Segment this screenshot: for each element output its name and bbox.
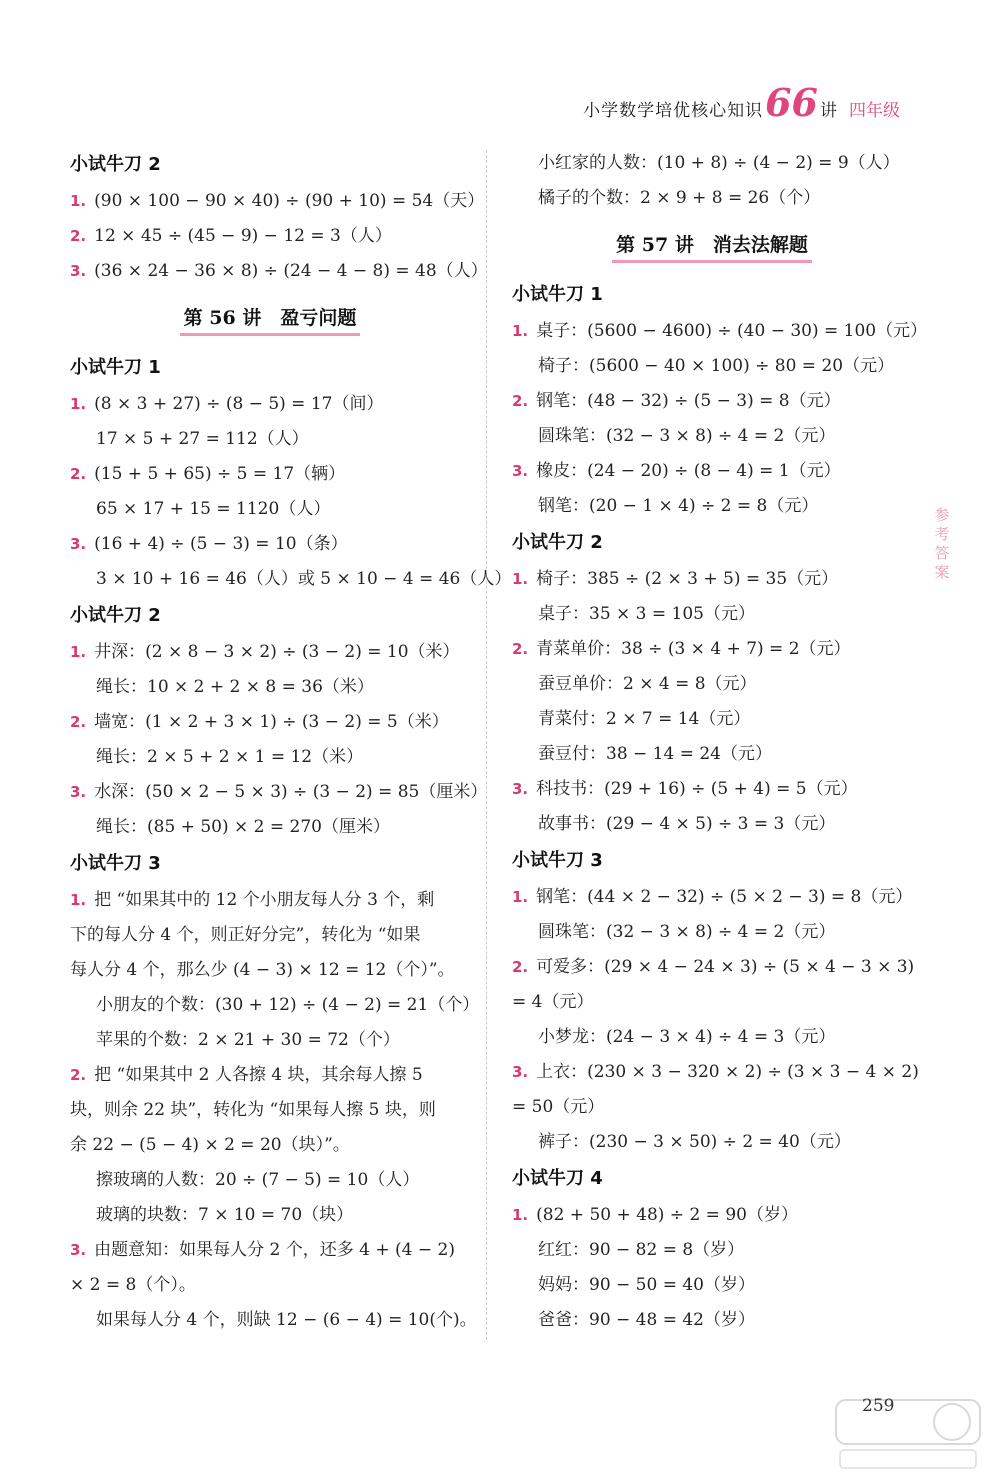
answer-line-continued: 每人分 4 个，那么少 (4 − 3) × 12 = 12（个）”。 (70, 960, 455, 980)
answer-line-continued: × 2 = 8（个）。 (70, 1275, 196, 1295)
answer-line: 蚕豆单价：2 × 4 = 8（元） (538, 674, 757, 694)
answer-text: 可爱多：(29 × 4 − 24 × 3) ÷ (5 × 4 − 3 × 3) (536, 957, 915, 977)
answer-line (70, 527, 470, 562)
answer-line: 橘子的个数：2 × 9 + 8 = 26（个） (538, 188, 821, 208)
answer-text: (82 + 50 + 48) ÷ 2 = 90（岁） (536, 1205, 798, 1225)
item-number: 2. (70, 1066, 87, 1084)
answer-line (512, 454, 912, 489)
answer-line: 绳长：10 × 2 + 2 × 8 = 36（米） (96, 677, 374, 697)
item-number: 1. (512, 888, 529, 906)
answer-line: 擦玻璃的人数：20 ÷ (7 − 5) = 10（人） (96, 1170, 420, 1190)
item-number: 3. (70, 262, 87, 280)
answer-line (512, 632, 912, 667)
answer-line (512, 384, 912, 419)
answer-text: 桌子：(5600 − 4600) ÷ (40 − 30) = 100（元） (536, 321, 928, 341)
answer-line: 65 × 17 + 15 = 1120（人） (96, 499, 331, 519)
answer-text: 把 “如果其中的 12 个小朋友每人分 3 个，剩 (94, 890, 435, 910)
answer-text: 钢笔：(44 × 2 − 32) ÷ (5 × 2 − 3) = 8（元） (536, 887, 913, 907)
answer-line: 爸爸：90 − 48 = 42（岁） (538, 1310, 755, 1330)
header-grade: 四年级 (849, 101, 900, 121)
item-number: 2. (512, 392, 529, 410)
answer-line: 圆珠笔：(32 − 3 × 8) ÷ 4 = 2（元） (538, 922, 836, 942)
answer-line: 17 × 5 + 27 = 112（人） (96, 429, 309, 449)
item-number: 2. (512, 640, 529, 658)
answer-line: 青菜付：2 × 7 = 14（元） (538, 709, 751, 729)
answer-text: 由题意知：如果每人分 2 个，还多 4 + (4 − 2) (94, 1240, 455, 1260)
subsection-heading: 小试牛刀 1 (512, 284, 603, 305)
answer-line (70, 635, 470, 670)
answer-line: 圆珠笔：(32 − 3 × 8) ÷ 4 = 2（元） (538, 426, 836, 446)
item-number: 3. (512, 1063, 529, 1081)
answer-line (512, 772, 912, 807)
right-column (512, 146, 928, 1338)
answer-text: 青菜单价：38 ÷ (3 × 4 + 7) = 2（元） (536, 639, 851, 659)
page-header (583, 80, 900, 125)
item-number: 1. (70, 643, 87, 661)
answer-line: 绳长：2 × 5 + 2 × 1 = 12（米） (96, 747, 364, 767)
subsection-heading: 小试牛刀 2 (512, 532, 603, 553)
answer-line: 钢笔：(20 − 1 × 4) ÷ 2 = 8（元） (538, 496, 819, 516)
answer-text: 井深：(2 × 8 − 3 × 2) ÷ (3 − 2) = 10（米） (94, 642, 460, 662)
subsection-heading: 小试牛刀 2 (70, 605, 161, 626)
item-number: 3. (70, 535, 87, 553)
answer-text: 墙宽：(1 × 2 + 3 × 1) ÷ (3 − 2) = 5（米） (94, 712, 449, 732)
answer-line (70, 1058, 470, 1093)
subsection-heading: 小试牛刀 4 (512, 1168, 603, 1189)
answer-line-continued: 块，则余 22 块”，转化为 “如果每人擦 5 块，则 (70, 1100, 436, 1120)
answer-line (70, 219, 470, 254)
answer-text: 上衣：(230 × 3 − 320 × 2) ÷ (3 × 3 − 4 × 2) (536, 1062, 919, 1082)
answer-line-continued: = 50（元） (512, 1097, 605, 1117)
watermark-logo-icon (834, 1396, 982, 1472)
header-unit: 讲 (820, 101, 837, 121)
lecture-title (512, 216, 912, 276)
answer-line (70, 254, 488, 289)
item-number: 1. (512, 570, 529, 588)
answer-line (512, 314, 928, 349)
item-number: 3. (512, 780, 529, 798)
answer-line (512, 880, 912, 915)
item-number: 2. (70, 227, 87, 245)
answer-line: 妈妈：90 − 50 = 40（岁） (538, 1275, 755, 1295)
answer-line: 如果每人分 4 个，则缺 12 − (6 − 4) = 10(个)。 (96, 1310, 477, 1330)
subsection-heading: 小试牛刀 3 (512, 850, 603, 871)
answer-text: 水深：(50 × 2 − 5 × 3) ÷ (3 − 2) = 85（厘米） (94, 782, 488, 802)
answer-text: (8 × 3 + 27) ÷ (8 − 5) = 17（间） (94, 394, 384, 414)
page-number: 259 (862, 1396, 895, 1416)
answer-line-continued: = 4（元） (512, 992, 594, 1012)
lecture-title-text: 第 56 讲 盈亏问题 (180, 303, 361, 336)
item-number: 1. (512, 322, 529, 340)
left-column (70, 146, 512, 1338)
answer-line: 玻璃的块数：7 × 10 = 70（块） (96, 1205, 354, 1225)
answer-text: 把 “如果其中 2 人各擦 4 块，其余每人擦 5 (94, 1065, 423, 1085)
answer-line: 蚕豆付：38 − 14 = 24（元） (538, 744, 772, 764)
answer-line (512, 562, 912, 597)
answer-line: 小朋友的个数：(30 + 12) ÷ (4 − 2) = 21（个） (96, 995, 480, 1015)
item-number: 2. (70, 465, 87, 483)
column-divider (486, 150, 487, 1340)
answer-text: (15 + 5 + 65) ÷ 5 = 17（辆） (94, 464, 346, 484)
header-title: 小学数学培优核心知识 (583, 101, 764, 121)
answer-text: (16 + 4) ÷ (5 − 3) = 10（条） (94, 534, 348, 554)
item-number: 2. (70, 713, 87, 731)
answer-line (512, 950, 915, 985)
item-number: 3. (70, 1241, 87, 1259)
answer-text: 橡皮：(24 − 20) ÷ (8 − 4) = 1（元） (536, 461, 841, 481)
item-number: 1. (70, 395, 87, 413)
item-number: 3. (512, 462, 529, 480)
answer-line: 桌子：35 × 3 = 105（元） (538, 604, 755, 624)
subsection-heading: 小试牛刀 3 (70, 853, 161, 874)
answer-text: 椅子：385 ÷ (2 × 3 + 5) = 35（元） (536, 569, 839, 589)
answer-text: (90 × 100 − 90 × 40) ÷ (90 + 10) = 54（天） (94, 191, 485, 211)
answer-line (70, 387, 470, 422)
answer-line-continued: 下的每人分 4 个，则正好分完”，转化为 “如果 (70, 925, 421, 945)
answer-text: 科技书：(29 + 16) ÷ (5 + 4) = 5（元） (536, 779, 858, 799)
answer-line (512, 1055, 919, 1090)
item-number: 1. (70, 891, 87, 909)
subsection-heading: 小试牛刀 1 (70, 357, 161, 378)
answer-line (70, 705, 470, 740)
answer-line: 绳长：(85 + 50) × 2 = 270（厘米） (96, 817, 390, 837)
subsection-heading: 小试牛刀 2 (70, 154, 161, 175)
answer-line: 小红家的人数：(10 + 8) ÷ (4 − 2) = 9（人） (538, 153, 900, 173)
item-number: 1. (512, 1206, 529, 1224)
answer-line: 3 × 10 + 16 = 46（人）或 5 × 10 − 4 = 46（人） (96, 569, 512, 589)
header-number: 66 (765, 80, 818, 125)
answer-text: (36 × 24 − 36 × 8) ÷ (24 − 4 − 8) = 48（人） (94, 261, 488, 281)
answer-line-continued: 余 22 − (5 − 4) × 2 = 20（块）”。 (70, 1135, 350, 1155)
answer-line: 椅子：(5600 − 40 × 100) ÷ 80 = 20（元） (538, 356, 895, 376)
answer-line (70, 184, 485, 219)
answer-line: 裤子：(230 − 3 × 50) ÷ 2 = 40（元） (538, 1132, 851, 1152)
answer-line: 苹果的个数：2 × 21 + 30 = 72（个） (96, 1030, 400, 1050)
answer-line: 小梦龙：(24 − 3 × 4) ÷ 4 = 3（元） (538, 1027, 836, 1047)
answer-line (70, 1233, 470, 1268)
side-tag: 参考答案 (934, 506, 950, 581)
item-number: 1. (70, 192, 87, 210)
answer-line: 故事书：(29 − 4 × 5) ÷ 3 = 3（元） (538, 814, 836, 834)
answer-line (70, 775, 488, 810)
answer-text: 钢笔：(48 − 32) ÷ (5 − 3) = 8（元） (536, 391, 841, 411)
item-number: 2. (512, 958, 529, 976)
answer-line (70, 883, 470, 918)
answer-line (512, 1198, 912, 1233)
answer-line (70, 457, 470, 492)
item-number: 3. (70, 783, 87, 801)
answer-line: 红红：90 − 82 = 8（岁） (538, 1240, 745, 1260)
lecture-title-text: 第 57 讲 消去法解题 (612, 230, 812, 263)
answer-text: 12 × 45 ÷ (45 − 9) − 12 = 3（人） (94, 226, 392, 246)
lecture-title (70, 289, 470, 349)
